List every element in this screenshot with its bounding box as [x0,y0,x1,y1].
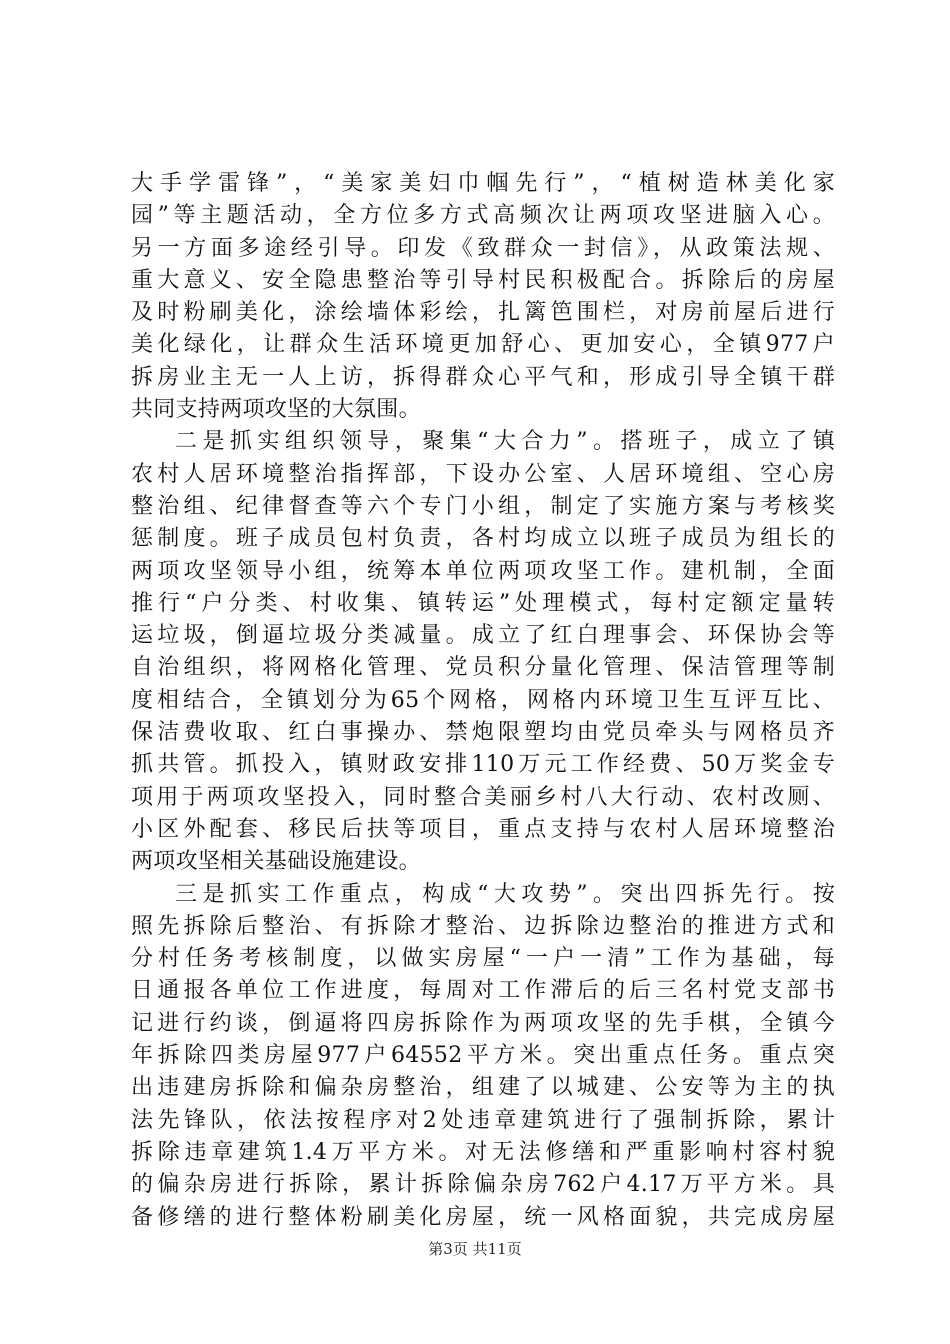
text-line: 农村人居环境整治指挥部，下设办公室、人居环境组、空心房 [131,461,835,487]
text-line: 推行“户分类、村收集、镇转运”处理模式，每村定额定量转 [131,590,835,616]
text-line: 重大意义、安全隐患整治等引导村民积极配合。拆除后的房屋 [131,267,835,293]
body-text [131,168,835,1234]
text-line: 共同支持两项攻坚的大氛围。 [131,397,421,423]
text-line: 分村任务考核制度，以做实房屋“一户一清”工作为基础，每 [131,946,835,972]
text-line: 度相结合，全镇划分为65个网格，网格内环境卫生互评互比、 [131,687,835,713]
text-line: 自治组织，将网格化管理、党员积分量化管理、保洁管理等制 [131,655,835,681]
text-line: 及时粉刷美化，涂绘墙体彩绘，扎篱笆围栏，对房前屋后进行 [131,300,835,326]
text-line: 照先拆除后整治、有拆除才整治、边拆除边整治的推进方式和 [131,913,835,939]
text-line: 美化绿化，让群众生活环境更加舒心、更加安心，全镇977户 [131,332,835,358]
text-line: 园”等主题活动，全方位多方式高频次让两项攻坚进脑入心。 [131,203,835,229]
text-line: 整治组、纪律督查等六个专门小组，制定了实施方案与考核奖 [131,493,835,519]
text-line: 两项攻坚相关基础设施建设。 [131,849,421,875]
text-line: 保洁费收取、红白事操办、禁炮限塑均由党员牵头与网格员齐 [131,720,835,746]
text-line: 小区外配套、移民后扶等项目，重点支持与农村人居环境整治 [131,816,835,842]
text-line: 记进行约谈，倒逼将四房拆除作为两项攻坚的先手棋，全镇今 [131,1010,835,1036]
text-line: 年拆除四类房屋977户64552平方米。突出重点任务。重点突 [131,1043,835,1069]
text-line: 拆除违章建筑1.4万平方米。对无法修缮和严重影响村容村貌 [131,1139,835,1165]
text-line: 两项攻坚领导小组，统筹本单位两项攻坚工作。建机制，全面 [131,558,835,584]
text-line: 的偏杂房进行拆除，累计拆除偏杂房762户4.17万平方米。具 [131,1172,835,1198]
text-line: 另一方面多途经引导。印发《致群众一封信》，从政策法规、 [131,235,835,261]
text-line: 运垃圾，倒逼垃圾分类减量。成立了红白理事会、环保协会等 [131,623,835,649]
text-line: 日通报各单位工作进度，每周对工作滞后的后三名村党支部书 [131,978,835,1004]
text-line: 备修缮的进行整体粉刷美化房屋，统一风格面貌，共完成房屋 [131,1204,835,1230]
text-line: 大手学雷锋”，“美家美妇巾帼先行”，“植树造林美化家 [131,171,835,196]
text-line: 抓共管。抓投入，镇财政安排110万元工作经费、50万奖金专 [131,752,835,778]
paragraph-start-line: 二是抓实组织领导，聚集“大合力”。搭班子，成立了镇 [175,429,835,455]
page-number-footer: 第3页 共11页 [428,1240,522,1258]
paragraph-start-line: 三是抓实工作重点，构成“大攻势”。突出四拆先行。按 [175,881,835,907]
text-line: 项用于两项攻坚投入，同时整合美丽乡村八大行动、农村改厕、 [131,784,835,810]
text-line: 出违建房拆除和偏杂房整治，组建了以城建、公安等为主的执 [131,1075,835,1101]
text-line: 拆房业主无一人上访，拆得群众心平气和，形成引导全镇干群 [131,364,835,390]
text-line: 惩制度。班子成员包村负责，各村均成立以班子成员为组长的 [131,526,835,552]
text-line: 法先锋队，依法按程序对2处违章建筑进行了强制拆除，累计 [131,1107,835,1133]
